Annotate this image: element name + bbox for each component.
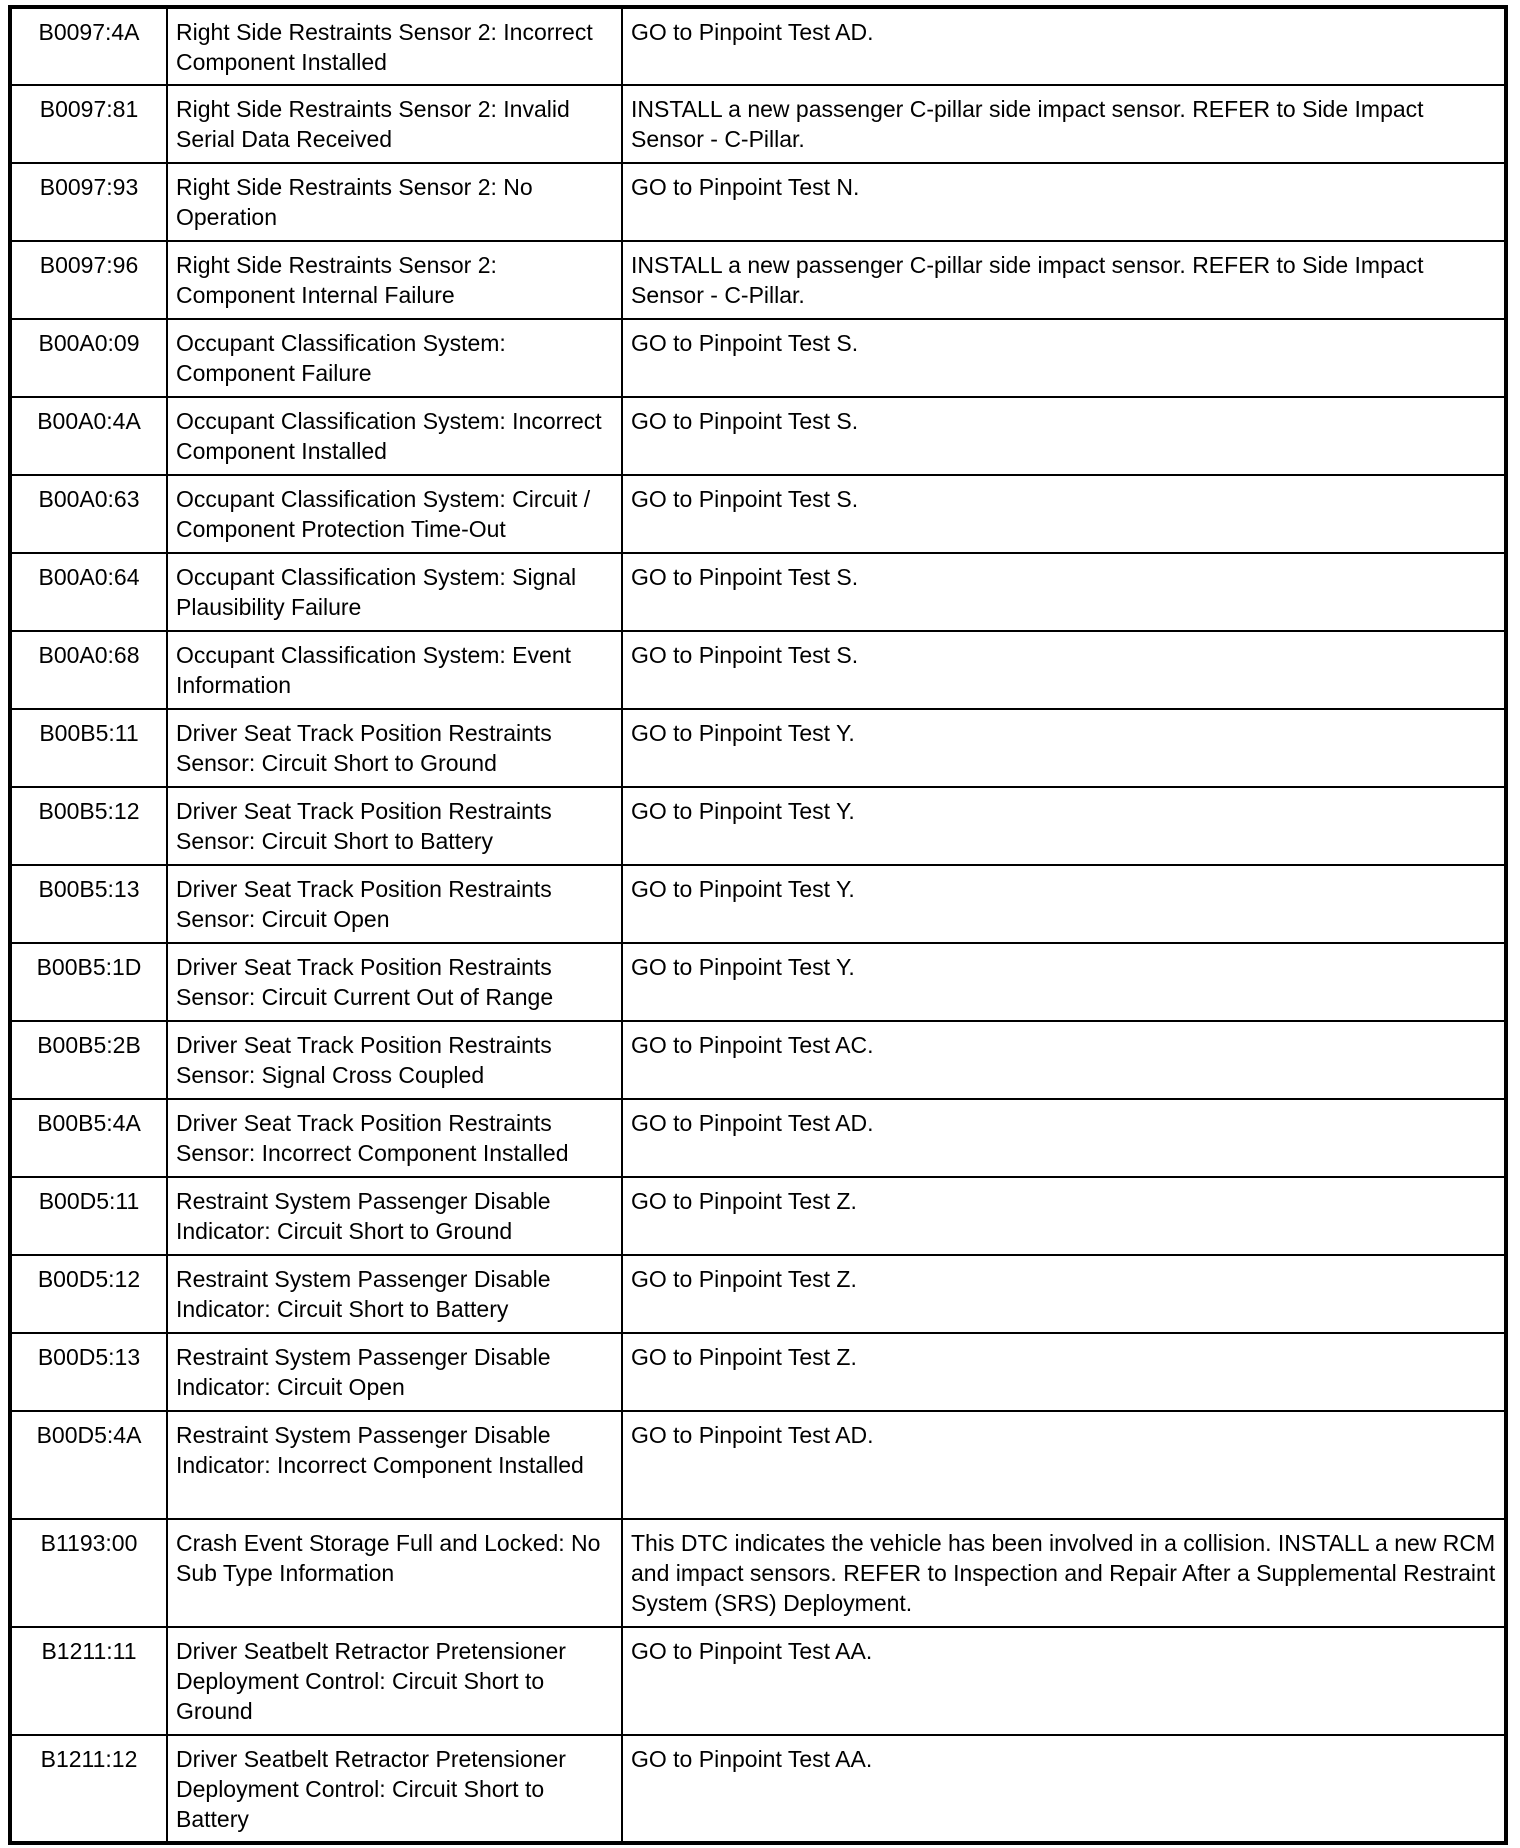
dtc-description-cell: Restraint System Passenger Disable Indicator: Circuit Open <box>167 1333 622 1411</box>
dtc-action-cell: GO to Pinpoint Test S. <box>622 631 1506 709</box>
dtc-code-cell: B00D5:11 <box>10 1177 167 1255</box>
dtc-description-cell: Restraint System Passenger Disable Indicator: Circuit Short to Battery <box>167 1255 622 1333</box>
dtc-action-cell: INSTALL a new passenger C-pillar side impact sensor. REFER to Side Impact Sensor - C-Pillar. <box>622 85 1506 163</box>
table-row <box>10 1255 1506 1333</box>
dtc-action-cell: GO to Pinpoint Test S. <box>622 319 1506 397</box>
table-row <box>10 163 1506 241</box>
dtc-description-cell: Driver Seat Track Position Restraints Sensor: Circuit Open <box>167 865 622 943</box>
dtc-description-cell: Occupant Classification System: Signal Plausibility Failure <box>167 553 622 631</box>
dtc-code-cell: B00A0:09 <box>10 319 167 397</box>
table-row <box>10 1519 1506 1627</box>
dtc-action-cell: GO to Pinpoint Test Z. <box>622 1177 1506 1255</box>
table-row <box>10 1333 1506 1411</box>
dtc-code-cell: B1211:11 <box>10 1627 167 1735</box>
table-row <box>10 1177 1506 1255</box>
dtc-action-cell: GO to Pinpoint Test Y. <box>622 787 1506 865</box>
dtc-description-cell: Occupant Classification System: Circuit / Component Protection Time-Out <box>167 475 622 553</box>
table-row <box>10 241 1506 319</box>
table-row <box>10 787 1506 865</box>
dtc-action-cell: GO to Pinpoint Test Y. <box>622 865 1506 943</box>
table-row <box>10 865 1506 943</box>
dtc-code-cell: B00B5:13 <box>10 865 167 943</box>
table-row <box>10 1411 1506 1519</box>
table-row <box>10 1021 1506 1099</box>
dtc-description-cell: Right Side Restraints Sensor 2: Incorrect Component Installed <box>167 7 622 85</box>
dtc-code-cell: B00D5:13 <box>10 1333 167 1411</box>
dtc-action-cell: INSTALL a new passenger C-pillar side impact sensor. REFER to Side Impact Sensor - C-Pillar. <box>622 241 1506 319</box>
dtc-description-cell: Driver Seat Track Position Restraints Sensor: Incorrect Component Installed <box>167 1099 622 1177</box>
dtc-description-cell: Right Side Restraints Sensor 2: Invalid Serial Data Received <box>167 85 622 163</box>
table-row <box>10 631 1506 709</box>
dtc-description-cell: Driver Seat Track Position Restraints Sensor: Circuit Short to Ground <box>167 709 622 787</box>
dtc-description-cell: Crash Event Storage Full and Locked: No Sub Type Information <box>167 1519 622 1627</box>
dtc-code-cell: B0097:4A <box>10 7 167 85</box>
dtc-code-cell: B1193:00 <box>10 1519 167 1627</box>
dtc-code-cell: B0097:93 <box>10 163 167 241</box>
dtc-code-cell: B00A0:63 <box>10 475 167 553</box>
dtc-code-cell: B00B5:11 <box>10 709 167 787</box>
table-row <box>10 1735 1506 1843</box>
dtc-code-cell: B00B5:12 <box>10 787 167 865</box>
dtc-action-cell: This DTC indicates the vehicle has been involved in a collision. INSTALL a new RCM and impact sensors. REFER to Inspection and Repair After a Supplemental Restraint System (SRS) Deployment. <box>622 1519 1506 1627</box>
dtc-action-cell: GO to Pinpoint Test Y. <box>622 943 1506 1021</box>
table-row <box>10 397 1506 475</box>
table-row <box>10 7 1506 85</box>
dtc-table-body <box>10 7 1506 1843</box>
dtc-action-cell: GO to Pinpoint Test AA. <box>622 1735 1506 1843</box>
dtc-code-cell: B00A0:4A <box>10 397 167 475</box>
dtc-action-cell: GO to Pinpoint Test Z. <box>622 1255 1506 1333</box>
dtc-code-cell: B00B5:2B <box>10 1021 167 1099</box>
table-row <box>10 475 1506 553</box>
table-row <box>10 943 1506 1021</box>
dtc-description-cell: Right Side Restraints Sensor 2: Component Internal Failure <box>167 241 622 319</box>
table-row <box>10 709 1506 787</box>
dtc-description-cell: Occupant Classification System: Event Information <box>167 631 622 709</box>
dtc-action-cell: GO to Pinpoint Test S. <box>622 397 1506 475</box>
table-row <box>10 319 1506 397</box>
dtc-description-cell: Occupant Classification System: Incorrect Component Installed <box>167 397 622 475</box>
table-row <box>10 1627 1506 1735</box>
table-row <box>10 85 1506 163</box>
dtc-action-cell: GO to Pinpoint Test AA. <box>622 1627 1506 1735</box>
dtc-action-cell: GO to Pinpoint Test AD. <box>622 1411 1506 1519</box>
dtc-description-cell: Restraint System Passenger Disable Indicator: Incorrect Component Installed <box>167 1411 622 1519</box>
dtc-table <box>8 5 1508 1845</box>
dtc-description-cell: Right Side Restraints Sensor 2: No Operation <box>167 163 622 241</box>
dtc-code-cell: B0097:81 <box>10 85 167 163</box>
table-row <box>10 1099 1506 1177</box>
dtc-description-cell: Driver Seatbelt Retractor Pretensioner Deployment Control: Circuit Short to Battery <box>167 1735 622 1843</box>
dtc-action-cell: GO to Pinpoint Test AD. <box>622 1099 1506 1177</box>
dtc-description-cell: Occupant Classification System: Component Failure <box>167 319 622 397</box>
dtc-description-cell: Restraint System Passenger Disable Indicator: Circuit Short to Ground <box>167 1177 622 1255</box>
dtc-description-cell: Driver Seat Track Position Restraints Sensor: Circuit Short to Battery <box>167 787 622 865</box>
dtc-code-cell: B0097:96 <box>10 241 167 319</box>
dtc-description-cell: Driver Seatbelt Retractor Pretensioner Deployment Control: Circuit Short to Ground <box>167 1627 622 1735</box>
dtc-description-cell: Driver Seat Track Position Restraints Sensor: Circuit Current Out of Range <box>167 943 622 1021</box>
dtc-action-cell: GO to Pinpoint Test Z. <box>622 1333 1506 1411</box>
dtc-action-cell: GO to Pinpoint Test S. <box>622 475 1506 553</box>
dtc-action-cell: GO to Pinpoint Test S. <box>622 553 1506 631</box>
dtc-action-cell: GO to Pinpoint Test AC. <box>622 1021 1506 1099</box>
dtc-code-cell: B1211:12 <box>10 1735 167 1843</box>
dtc-code-cell: B00D5:12 <box>10 1255 167 1333</box>
dtc-action-cell: GO to Pinpoint Test N. <box>622 163 1506 241</box>
table-row <box>10 553 1506 631</box>
dtc-action-cell: GO to Pinpoint Test Y. <box>622 709 1506 787</box>
dtc-code-cell: B00B5:4A <box>10 1099 167 1177</box>
dtc-code-cell: B00A0:64 <box>10 553 167 631</box>
dtc-code-cell: B00A0:68 <box>10 631 167 709</box>
dtc-description-cell: Driver Seat Track Position Restraints Sensor: Signal Cross Coupled <box>167 1021 622 1099</box>
dtc-action-cell: GO to Pinpoint Test AD. <box>622 7 1506 85</box>
dtc-code-cell: B00D5:4A <box>10 1411 167 1519</box>
dtc-code-cell: B00B5:1D <box>10 943 167 1021</box>
